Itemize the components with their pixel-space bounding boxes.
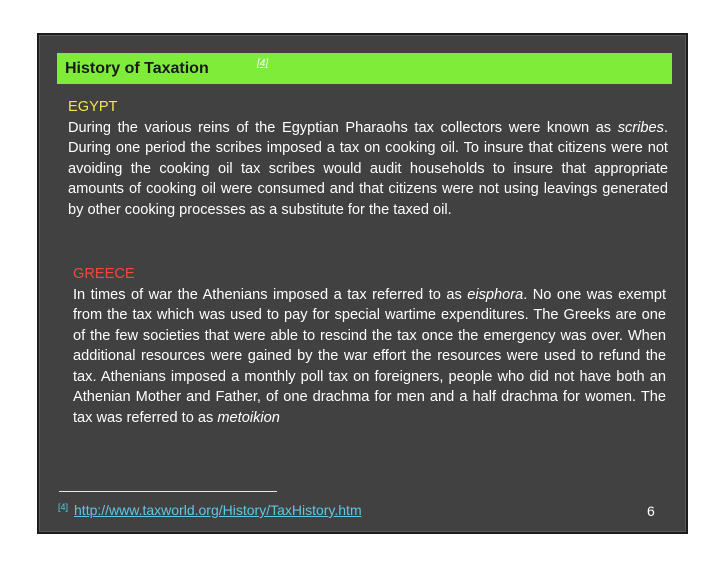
footnote-marker: [4]	[58, 502, 69, 512]
egypt-paragraph	[68, 118, 668, 221]
greece-text-middle: . No one was exempt from the tax which was used to pay for special wartime expenditures. The Greeks are one of the few societies that were able to rescind the tax once the emergency was over. When additional resources were gained by the war effort the resources were used to refund the tax. Athenians imposed a monthly poll tax on foreigners, people who did not have both an Athenian Mother and Father, of one drachma for men and a half drachma for women. The tax was referred to as	[73, 286, 667, 426]
greece-term-metoikion: metoikion	[217, 409, 280, 426]
slide	[37, 33, 688, 534]
egypt-section	[68, 97, 668, 220]
egypt-heading: EGYPT	[68, 99, 118, 115]
greece-heading: GREECE	[73, 266, 135, 282]
greece-paragraph	[73, 285, 666, 429]
egypt-text-before: During the various reins of the Egyptian Pharaohs tax collectors were known as	[68, 119, 618, 136]
greece-section	[73, 264, 666, 428]
slide-title: History of Taxation	[65, 60, 209, 77]
greece-term-eisphora: eisphora	[467, 286, 524, 303]
footnote-link[interactable]: http://www.taxworld.org/History/TaxHistory.htm	[74, 502, 362, 518]
greece-text-before: In times of war the Athenians imposed a tax referred to as	[73, 286, 468, 303]
title-bar	[57, 53, 672, 84]
page-number: 6	[647, 503, 655, 519]
footnote-divider	[59, 491, 277, 492]
footnote	[58, 502, 362, 518]
title-footnote-ref[interactable]: [4]	[257, 58, 269, 69]
egypt-term-scribes: scribes	[617, 119, 664, 136]
egypt-text-after: . During one period the scribes imposed a tax on cooking oil. To insure that citizens were not avoiding the cooking oil tax scribes would audit households to insure that appropriate amounts of cooking oil were consumed and that citizens were not using leavings generated by other cooking processes as a substitute for the taxed oil.	[68, 119, 668, 218]
